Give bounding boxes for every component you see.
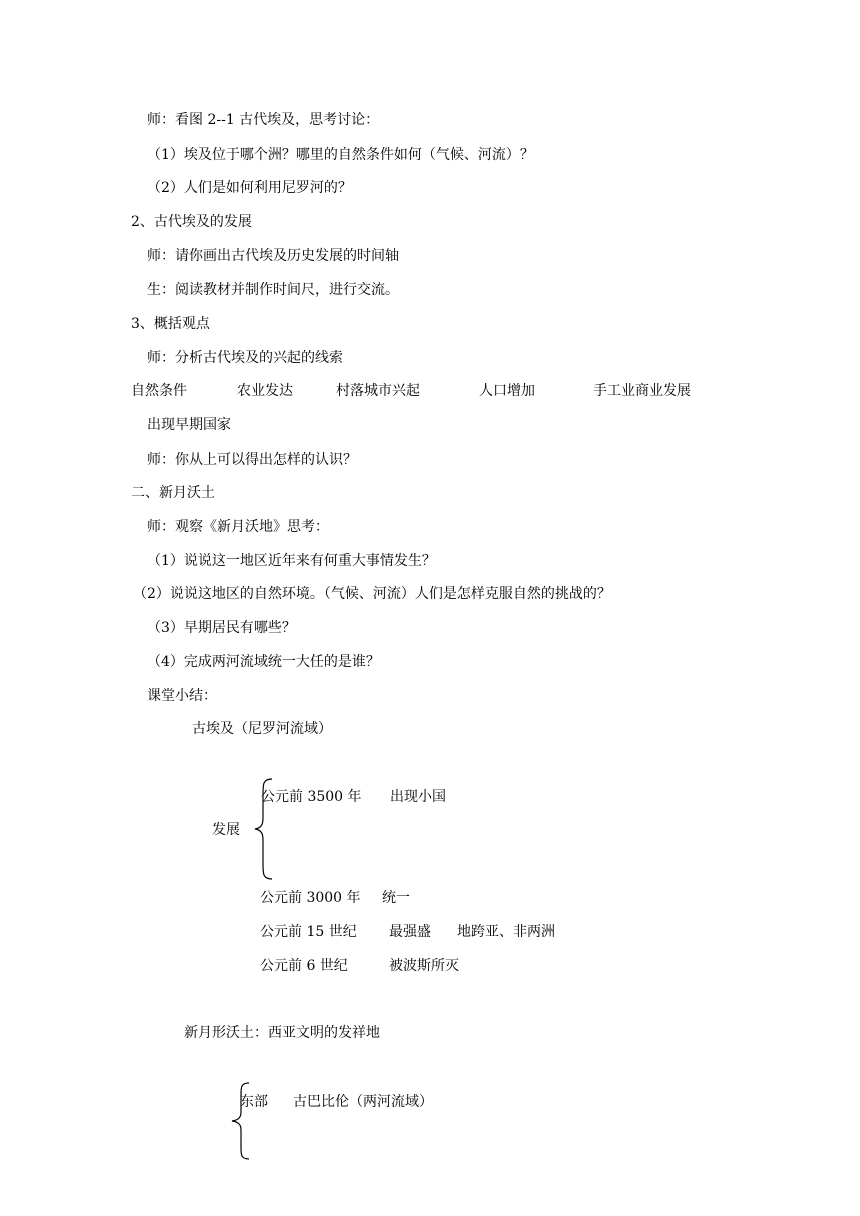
sequence-item: 村落城市兴起 bbox=[336, 383, 420, 399]
summary-title: 古埃及（尼罗河流域） bbox=[192, 721, 332, 737]
section-heading: 3、概括观点 bbox=[131, 316, 210, 332]
section-heading: 2、古代埃及的发展 bbox=[131, 214, 252, 230]
timeline-event: 出现小国 bbox=[390, 789, 446, 805]
timeline-date: 公元前 3500 年 bbox=[261, 789, 362, 805]
text-line: （4）完成两河流域统一大任的是谁？ bbox=[147, 654, 380, 670]
region-event: 古巴比伦（两河流域） bbox=[293, 1094, 433, 1110]
text-line: （3）早期居民有哪些？ bbox=[147, 620, 296, 636]
timeline-event: 统一 bbox=[382, 890, 410, 906]
timeline-date: 公元前 6 世纪 bbox=[260, 958, 348, 974]
section-heading: 二、新月沃土 bbox=[131, 485, 215, 501]
text-line: 师：分析古代埃及的兴起的线索 bbox=[147, 350, 343, 366]
text-line: 师：请你画出古代埃及历史发展的时间轴 bbox=[147, 248, 399, 264]
timeline-event: 最强盛 bbox=[389, 924, 431, 940]
text-line: 课堂小结： bbox=[147, 688, 217, 704]
summary-title: 新月形沃土：西亚文明的发祥地 bbox=[184, 1025, 380, 1041]
region-label: 东部 bbox=[240, 1094, 268, 1110]
text-line: （2）人们是如何利用尼罗河的？ bbox=[147, 180, 352, 196]
development-label: 发展 bbox=[212, 822, 240, 838]
timeline-note: 地跨亚、非两洲 bbox=[457, 924, 555, 940]
sequence-item: 手工业商业发展 bbox=[593, 383, 691, 399]
text-line: 生：阅读教材并制作时间尺，进行交流。 bbox=[147, 282, 399, 298]
sequence-item: 自然条件 bbox=[131, 383, 187, 399]
text-line: （1）埃及位于哪个洲？哪里的自然条件如何（气候、河流）？ bbox=[147, 147, 534, 163]
text-line: （2）说说这地区的自然环境。（气候、河流）人们是怎样克服自然的挑战的？ bbox=[133, 586, 611, 602]
text-line: 师：观察《新月沃地》思考： bbox=[147, 519, 329, 535]
text-line: 师：看图 2--1 古代埃及，思考讨论： bbox=[147, 112, 380, 128]
sequence-item: 农业发达 bbox=[237, 383, 293, 399]
sequence-item: 人口增加 bbox=[479, 383, 535, 399]
timeline-date: 公元前 3000 年 bbox=[260, 890, 361, 906]
text-line: 出现早期国家 bbox=[147, 417, 231, 433]
text-line: （1）说说这一地区近年来有何重大事情发生？ bbox=[147, 553, 436, 569]
timeline-date: 公元前 15 世纪 bbox=[260, 924, 357, 940]
timeline-event: 被波斯所灭 bbox=[389, 958, 459, 974]
text-line: 师：你从上可以得出怎样的认识？ bbox=[147, 452, 357, 468]
